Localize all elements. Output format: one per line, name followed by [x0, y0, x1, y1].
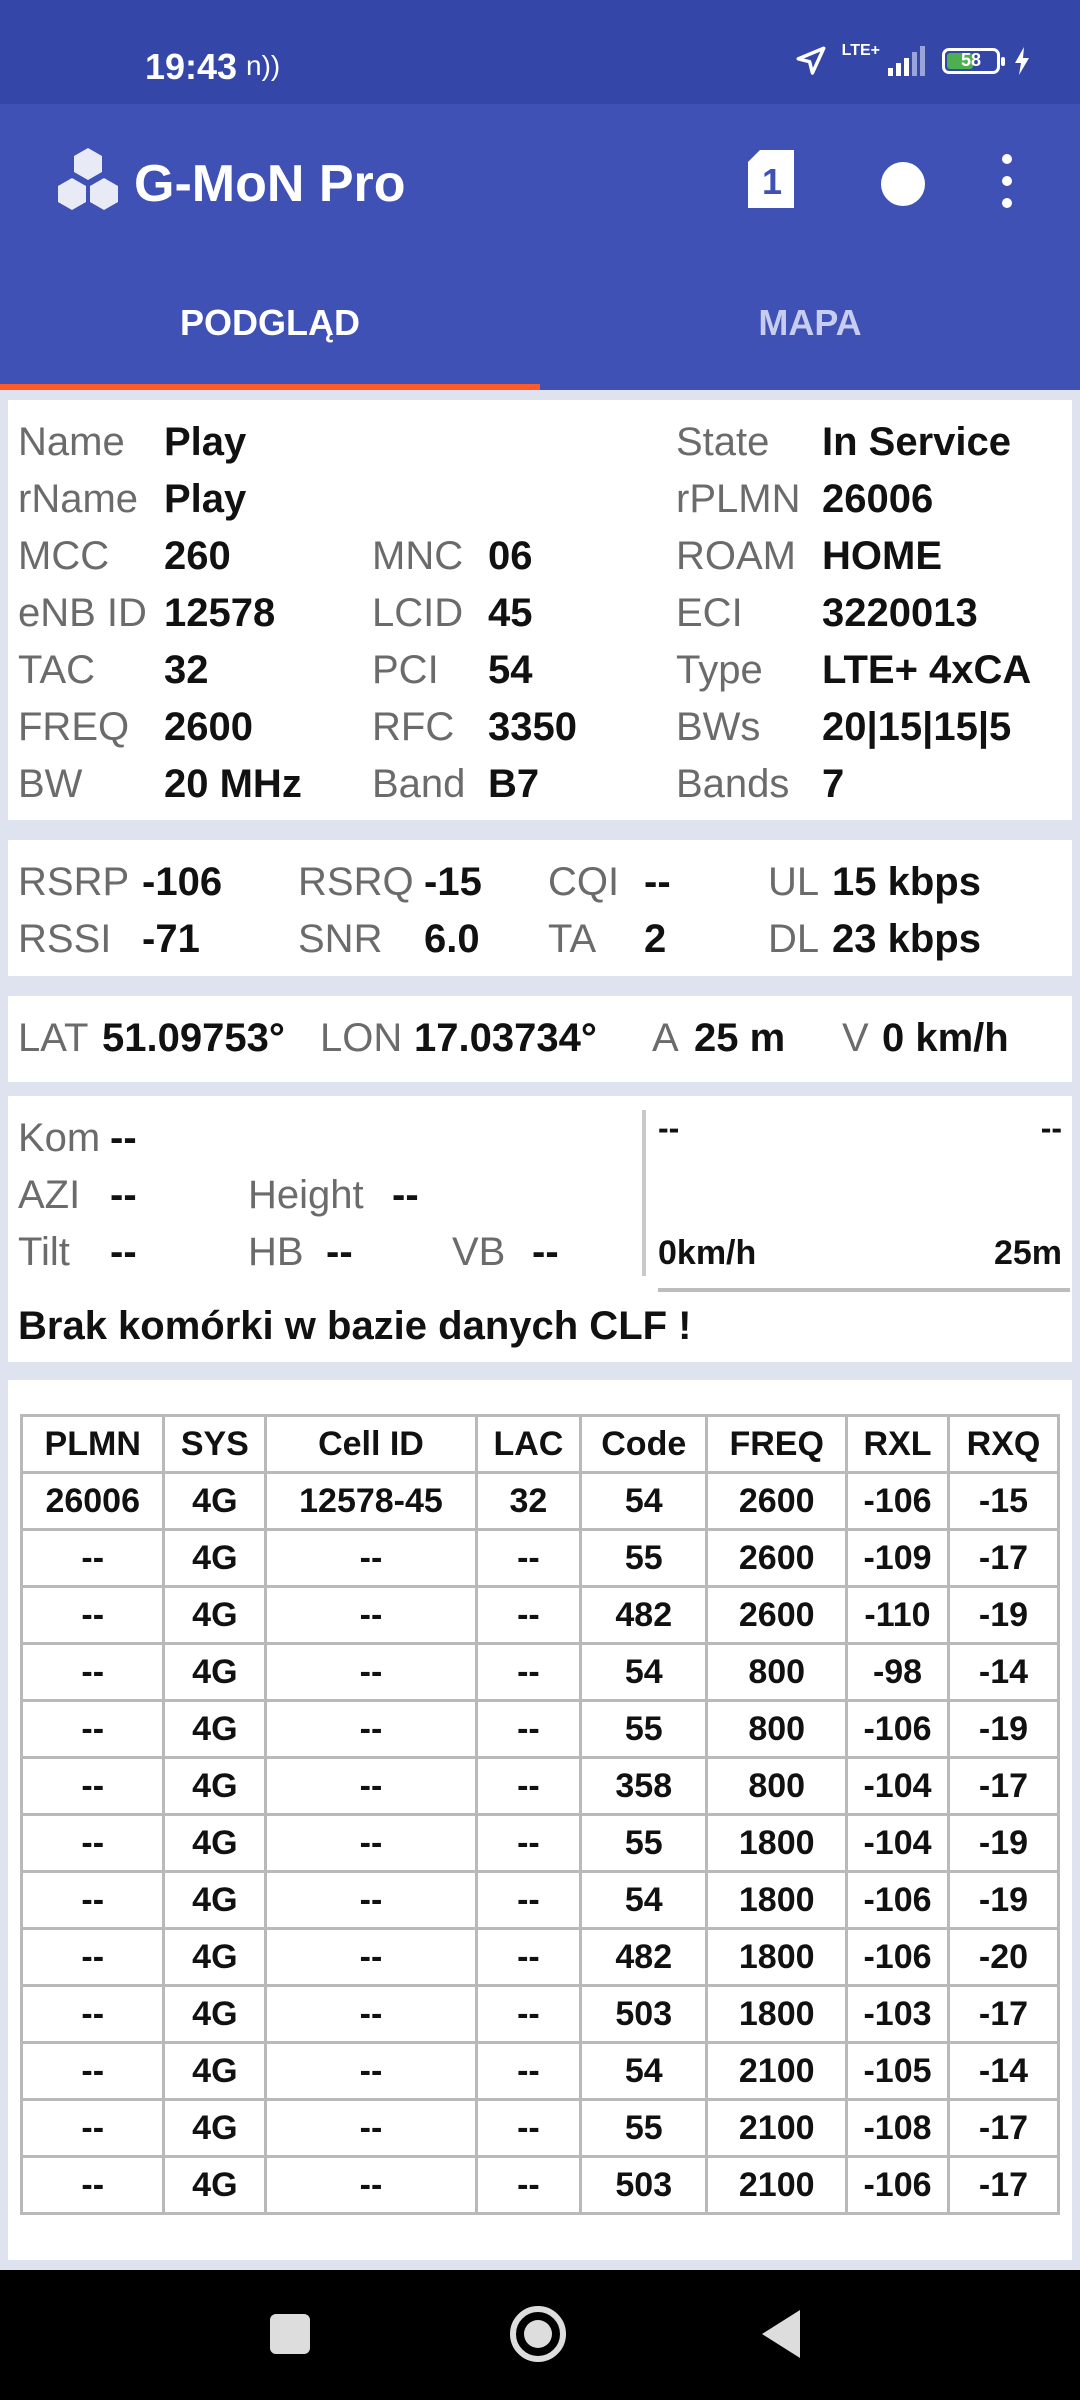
- table-cell: -19: [948, 1872, 1058, 1929]
- table-cell: -17: [948, 2157, 1058, 2214]
- table-cell: --: [22, 1644, 164, 1701]
- table-cell: -98: [847, 1644, 949, 1701]
- table-cell: -109: [847, 1530, 949, 1587]
- table-cell: -17: [948, 1530, 1058, 1587]
- cqi-value: --: [644, 860, 671, 904]
- signal-strength-icon: [888, 46, 928, 76]
- eci-label: ECI: [676, 591, 743, 635]
- location-panel: [8, 996, 1072, 1082]
- table-cell: --: [476, 1644, 581, 1701]
- table-cell: -106: [847, 2157, 949, 2214]
- accuracy-value: 25 m: [694, 1016, 786, 1060]
- table-cell: 4G: [164, 2157, 266, 2214]
- hb-label: HB: [248, 1230, 304, 1274]
- lon-value: 17.03734°: [414, 1016, 597, 1060]
- table-row: [22, 2100, 1059, 2157]
- table-cell: -19: [948, 1815, 1058, 1872]
- rfc-label: RFC: [372, 705, 455, 749]
- snr-value: 6.0: [424, 917, 480, 961]
- table-cell: --: [22, 2043, 164, 2100]
- pci-value: 54: [488, 648, 533, 692]
- table-cell: 1800: [707, 1929, 847, 1986]
- table-cell: -20: [948, 1929, 1058, 1986]
- bw-value: 20 MHz: [164, 762, 302, 806]
- table-cell: -17: [948, 1758, 1058, 1815]
- nfc-icon: n)): [246, 50, 281, 81]
- eci-value: 3220013: [822, 591, 978, 635]
- table-cell: 4G: [164, 1986, 266, 2043]
- table-cell: --: [476, 1530, 581, 1587]
- table-cell: -103: [847, 1986, 949, 2043]
- bands-label: Bands: [676, 762, 790, 806]
- table-cell: --: [476, 2100, 581, 2157]
- table-cell: --: [266, 2100, 476, 2157]
- table-row: [22, 1758, 1059, 1815]
- band-label: Band: [372, 762, 466, 806]
- table-cell: --: [266, 1872, 476, 1929]
- table-cell: 2600: [707, 1473, 847, 1530]
- table-cell: -14: [948, 1644, 1058, 1701]
- table-cell: 4G: [164, 1929, 266, 1986]
- column-header: Cell ID: [266, 1416, 476, 1473]
- vb-value: --: [532, 1230, 559, 1274]
- tilt-value: --: [110, 1230, 137, 1274]
- azi-value: --: [110, 1173, 137, 1217]
- lcid-value: 45: [488, 591, 533, 635]
- horizontal-divider: [658, 1288, 1070, 1292]
- table-row: [22, 1701, 1059, 1758]
- rsrq-value: -15: [424, 860, 482, 904]
- dl-value: 23 kbps: [832, 917, 981, 961]
- table-cell: 55: [581, 1815, 707, 1872]
- mini-chart-top-left: --: [658, 1110, 680, 1146]
- table-cell: 2100: [707, 2100, 847, 2157]
- table-cell: -110: [847, 1587, 949, 1644]
- table-cell: --: [476, 2157, 581, 2214]
- table-cell: --: [22, 1986, 164, 2043]
- tab-mapa[interactable]: MAPA: [758, 302, 862, 343]
- location-arrow-icon: [794, 44, 828, 78]
- mini-chart-top-right: --: [1040, 1110, 1062, 1146]
- pci-label: PCI: [372, 648, 439, 692]
- column-header: RXQ: [948, 1416, 1058, 1473]
- table-cell: --: [22, 1815, 164, 1872]
- table-cell: --: [476, 1587, 581, 1644]
- table-cell: 1800: [707, 1986, 847, 2043]
- table-cell: --: [22, 1758, 164, 1815]
- lcid-label: LCID: [372, 591, 464, 635]
- lat-label: LAT: [18, 1016, 89, 1060]
- sim-card-icon[interactable]: [748, 150, 794, 213]
- signal-panel: [8, 840, 1072, 976]
- table-cell: --: [22, 1530, 164, 1587]
- table-header-row: [22, 1416, 1059, 1473]
- cell-table-panel: [8, 1380, 1072, 2260]
- freq-value: 2600: [164, 705, 253, 749]
- rsrp-label: RSRP: [18, 860, 130, 904]
- dl-label: DL: [768, 917, 820, 961]
- column-header: FREQ: [707, 1416, 847, 1473]
- table-cell: 1800: [707, 1872, 847, 1929]
- column-header: SYS: [164, 1416, 266, 1473]
- tac-value: 32: [164, 648, 209, 692]
- table-cell: 1800: [707, 1815, 847, 1872]
- home-button[interactable]: [510, 2306, 566, 2362]
- rssi-value: -71: [142, 917, 200, 961]
- mcc-label: MCC: [18, 534, 110, 578]
- name-label: Name: [18, 420, 125, 464]
- column-header: LAC: [476, 1416, 581, 1473]
- table-cell: 4G: [164, 1473, 266, 1530]
- table-cell: --: [266, 1815, 476, 1872]
- mini-chart-speed: 0km/h: [658, 1234, 757, 1272]
- table-cell: 4G: [164, 2100, 266, 2157]
- table-cell: --: [476, 1815, 581, 1872]
- table-cell: -19: [948, 1701, 1058, 1758]
- more-vert-icon[interactable]: [1002, 154, 1016, 220]
- table-cell: -108: [847, 2100, 949, 2157]
- table-cell: 800: [707, 1758, 847, 1815]
- table-row: [22, 1986, 1059, 2043]
- table-cell: 12578-45: [266, 1473, 476, 1530]
- state-value: In Service: [822, 420, 1012, 464]
- table-cell: 26006: [22, 1473, 164, 1530]
- table-cell: --: [476, 1929, 581, 1986]
- table-cell: 4G: [164, 1530, 266, 1587]
- rname-value: Play: [164, 477, 247, 521]
- bws-label: BWs: [676, 705, 761, 749]
- table-row: [22, 1644, 1059, 1701]
- navigation-bar: [0, 2270, 1080, 2400]
- hb-value: --: [326, 1230, 353, 1274]
- ta-label: TA: [548, 917, 597, 961]
- table-cell: --: [266, 1986, 476, 2043]
- table-cell: --: [476, 1872, 581, 1929]
- bw-label: BW: [18, 762, 83, 806]
- table-row: [22, 2043, 1059, 2100]
- table-cell: 482: [581, 1587, 707, 1644]
- table-cell: -104: [847, 1758, 949, 1815]
- speed-value: 0 km/h: [882, 1016, 1009, 1060]
- table-cell: --: [266, 2157, 476, 2214]
- status-bar: [0, 0, 1080, 104]
- recent-apps-button[interactable]: [270, 2314, 310, 2354]
- table-cell: 4G: [164, 1758, 266, 1815]
- lat-value: 51.09753°: [102, 1016, 285, 1060]
- neighbour-cells-table: [20, 1414, 1060, 2215]
- rsrq-label: RSRQ: [298, 860, 414, 904]
- table-cell: -104: [847, 1815, 949, 1872]
- table-row: [22, 1473, 1059, 1530]
- column-header: RXL: [847, 1416, 949, 1473]
- table-cell: --: [22, 1872, 164, 1929]
- app-title: G-MoN Pro: [134, 155, 406, 213]
- table-cell: --: [266, 1644, 476, 1701]
- site-panel: [8, 1096, 1072, 1362]
- network-type: LTE+: [841, 42, 880, 59]
- table-cell: 2100: [707, 2157, 847, 2214]
- table-cell: --: [266, 1758, 476, 1815]
- charging-bolt-icon: [1014, 47, 1030, 75]
- tilt-label: Tilt: [18, 1230, 70, 1274]
- enb-label: eNB ID: [18, 591, 147, 635]
- height-value: --: [392, 1173, 419, 1217]
- band-value: B7: [488, 762, 540, 806]
- bands-value: 7: [822, 762, 845, 806]
- table-cell: --: [476, 1986, 581, 2043]
- table-cell: -19: [948, 1587, 1058, 1644]
- table-cell: --: [22, 1929, 164, 1986]
- height-label: Height: [248, 1173, 364, 1217]
- table-row: [22, 1530, 1059, 1587]
- table-cell: 55: [581, 1701, 707, 1758]
- no-cell-message: Brak komórki w bazie danych CLF !: [18, 1304, 692, 1348]
- type-label: Type: [676, 648, 763, 692]
- table-cell: 2100: [707, 2043, 847, 2100]
- mnc-value: 06: [488, 534, 533, 578]
- rplmn-value: 26006: [822, 477, 934, 521]
- table-cell: --: [22, 1701, 164, 1758]
- table-cell: --: [266, 1701, 476, 1758]
- tab-bar: [0, 256, 1080, 390]
- state-label: State: [676, 420, 770, 464]
- table-cell: -14: [948, 2043, 1058, 2100]
- app-bar: [0, 104, 1080, 256]
- rsrp-value: -106: [142, 860, 223, 904]
- table-cell: --: [476, 1758, 581, 1815]
- roam-label: ROAM: [676, 534, 796, 578]
- speed-label: V: [842, 1016, 869, 1060]
- table-cell: 54: [581, 1872, 707, 1929]
- table-cell: -106: [847, 1872, 949, 1929]
- table-cell: 503: [581, 1986, 707, 2043]
- table-cell: --: [266, 2043, 476, 2100]
- table-row: [22, 1815, 1059, 1872]
- table-cell: -105: [847, 2043, 949, 2100]
- table-cell: 503: [581, 2157, 707, 2214]
- ta-value: 2: [644, 917, 667, 961]
- rname-label: rName: [18, 477, 139, 521]
- table-cell: 4G: [164, 1587, 266, 1644]
- table-cell: 800: [707, 1644, 847, 1701]
- table-cell: --: [22, 1587, 164, 1644]
- table-cell: 55: [581, 2100, 707, 2157]
- column-header: PLMN: [22, 1416, 164, 1473]
- table-cell: 54: [581, 2043, 707, 2100]
- mini-chart-distance: 25m: [993, 1234, 1062, 1272]
- table-cell: 4G: [164, 1815, 266, 1872]
- enb-value: 12578: [164, 591, 276, 635]
- table-cell: 54: [581, 1644, 707, 1701]
- table-cell: --: [476, 2043, 581, 2100]
- table-cell: -106: [847, 1929, 949, 1986]
- table-cell: 4G: [164, 2043, 266, 2100]
- cqi-label: CQI: [548, 860, 620, 904]
- vb-label: VB: [452, 1230, 506, 1274]
- table-cell: 55: [581, 1530, 707, 1587]
- table-cell: -106: [847, 1473, 949, 1530]
- battery-icon: [942, 48, 1000, 74]
- snr-label: SNR: [298, 917, 383, 961]
- table-row: [22, 1587, 1059, 1644]
- ul-value: 15 kbps: [832, 860, 981, 904]
- status-time: 19:43: [145, 46, 238, 87]
- table-row: [22, 1929, 1059, 1986]
- table-cell: -17: [948, 2100, 1058, 2157]
- ul-label: UL: [768, 860, 820, 904]
- back-button[interactable]: [762, 2310, 800, 2358]
- table-cell: -17: [948, 1986, 1058, 2043]
- table-cell: 2600: [707, 1530, 847, 1587]
- table-cell: 800: [707, 1701, 847, 1758]
- table-row: [22, 1872, 1059, 1929]
- table-cell: 4G: [164, 1872, 266, 1929]
- table-cell: 4G: [164, 1644, 266, 1701]
- tac-label: TAC: [18, 648, 96, 692]
- azi-label: AZI: [18, 1173, 81, 1217]
- table-cell: --: [266, 1929, 476, 1986]
- bws-value: 20|15|15|5: [822, 705, 1012, 749]
- table-cell: -106: [847, 1701, 949, 1758]
- rfc-value: 3350: [488, 705, 577, 749]
- table-cell: -15: [948, 1473, 1058, 1530]
- tab-podglad[interactable]: PODGLĄD: [0, 256, 540, 390]
- table-cell: --: [266, 1530, 476, 1587]
- mnc-label: MNC: [372, 534, 464, 578]
- battery-percent: 58: [960, 50, 982, 70]
- mcc-value: 260: [164, 534, 231, 578]
- rssi-label: RSSI: [18, 917, 112, 961]
- kom-value: --: [110, 1116, 137, 1160]
- vertical-divider: [642, 1110, 646, 1276]
- table-cell: --: [476, 1701, 581, 1758]
- sim-slot-number: 1: [761, 161, 783, 202]
- roam-value: HOME: [822, 534, 942, 578]
- rplmn-label: rPLMN: [676, 477, 801, 521]
- table-cell: 4G: [164, 1701, 266, 1758]
- table-cell: 482: [581, 1929, 707, 1986]
- table-cell: --: [266, 1587, 476, 1644]
- lon-label: LON: [320, 1016, 403, 1060]
- cell-info-panel: [8, 400, 1072, 820]
- record-icon[interactable]: [881, 162, 925, 206]
- hexagon-cluster-icon: [52, 148, 124, 219]
- column-header: Code: [581, 1416, 707, 1473]
- table-row: [22, 2157, 1059, 2214]
- table-cell: 32: [476, 1473, 581, 1530]
- table-cell: 2600: [707, 1587, 847, 1644]
- table-cell: --: [22, 2157, 164, 2214]
- table-cell: 358: [581, 1758, 707, 1815]
- name-value: Play: [164, 420, 247, 464]
- freq-label: FREQ: [18, 705, 130, 749]
- kom-label: Kom: [18, 1116, 101, 1160]
- table-cell: --: [22, 2100, 164, 2157]
- accuracy-label: A: [652, 1016, 679, 1060]
- table-cell: 54: [581, 1473, 707, 1530]
- type-value: LTE+ 4xCA: [822, 648, 1032, 692]
